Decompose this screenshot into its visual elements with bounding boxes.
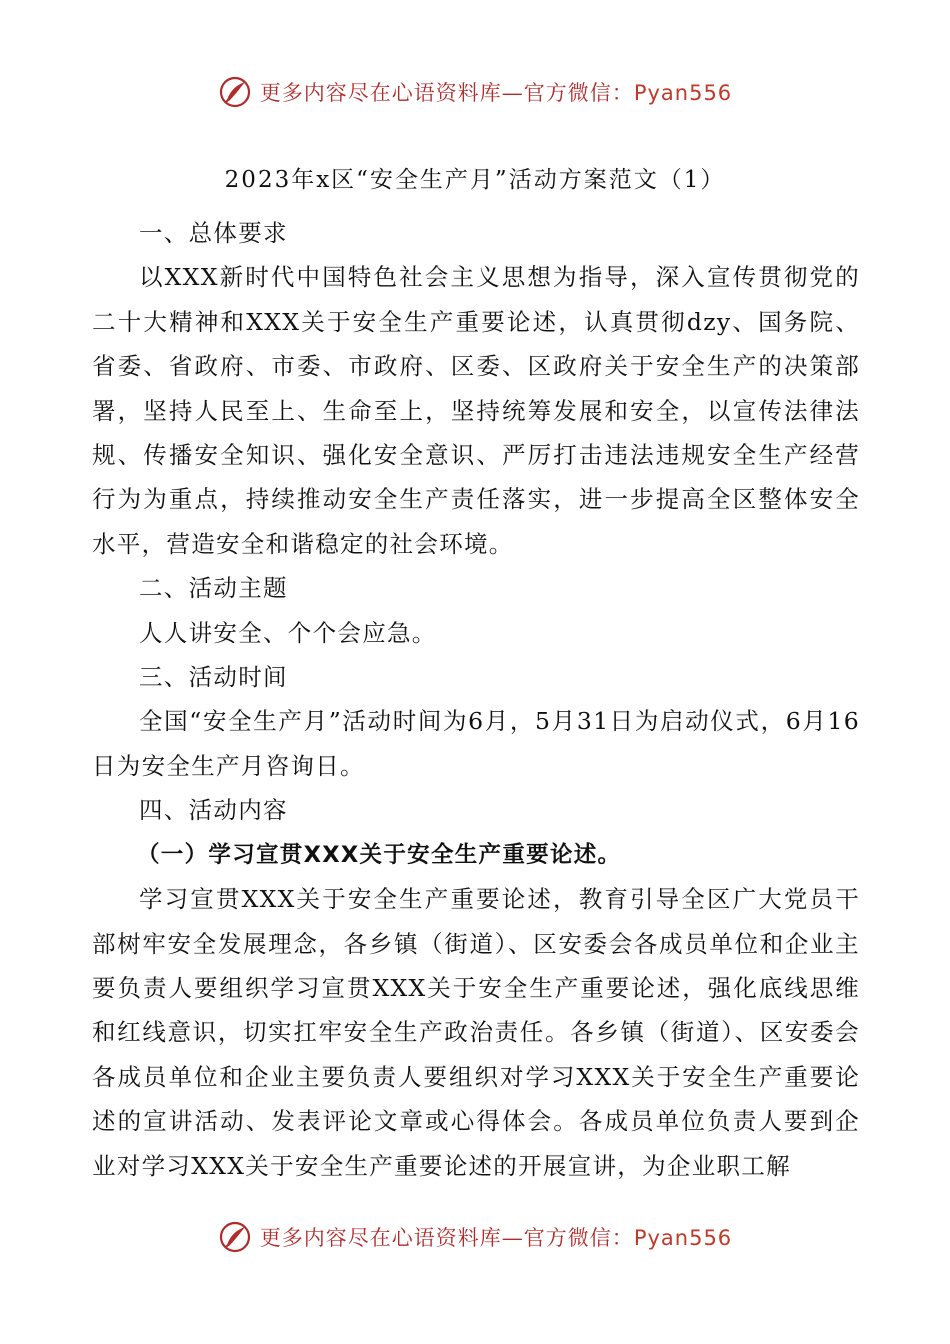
body-paragraph: 全国“安全生产月”活动时间为6月，5月31日为启动仪式，6月16日为安全生产月咨询日。: [92, 707, 860, 780]
section-heading-content: 四、活动内容: [139, 796, 288, 825]
section-heading-time: 三、活动时间: [139, 663, 288, 692]
header-watermark: [0, 72, 950, 112]
watermark-text: 更多内容尽在心语资料库—官方微信：Pyan556: [259, 1226, 733, 1250]
quill-logo-icon: [218, 1220, 252, 1254]
body-paragraph: 以XXX新时代中国特色社会主义思想为指导，深入宣传贯彻党的二十大精神和XXX关于安全生产重要论述，认真贯彻dzy、国务院、省委、省政府、市委、市政府、区委、区政府关于安全生产的决策部署，坚持人民至上、生命至上，坚持统筹发展和安全，以宣传法律法规、传播安全知识、强化安全意识、严厉打击违法违规安全生产经营行为为重点，持续推动安全生产责任落实，进一步提高全区整体安全水平，营造安全和谐稳定的社会环境。: [92, 263, 860, 558]
watermark-wechat-id: Pyan556: [633, 81, 733, 105]
watermark-wechat-id: Pyan556: [633, 1226, 733, 1250]
document-body: [92, 211, 860, 1188]
watermark-text: 更多内容尽在心语资料库—官方微信：Pyan556: [259, 81, 733, 105]
section-heading-overall-requirements: 一、总体要求: [139, 219, 288, 247]
quill-logo-icon: [218, 75, 252, 109]
subsection-heading: （一）学习宣贯XXX关于安全生产重要论述。: [137, 841, 622, 868]
document-title: 2023年x区“安全生产月”活动方案范文（1）: [224, 167, 726, 193]
footer-watermark: [0, 1217, 950, 1257]
body-paragraph: 学习宣贯XXX关于安全生产重要论述，教育引导全区广大党员干部树牢安全发展理念，各乡镇（街道）、区安委会各成员单位和企业主要负责人要组织学习宣贯XXX关于安全生产重要论述，强化底线思维和红线意识，切实扛牢安全生产政治责任。各乡镇（街道）、区安委会各成员单位和企业主要负责人要组织对学习XXX关于安全生产重要论述的宣讲活动、发表评论文章或心得体会。各成员单位负责人要到企业对学习XXX关于安全生产重要论述的开展宣讲，为企业职工解: [92, 885, 860, 1180]
section-heading-theme: 二、活动主题: [139, 574, 288, 603]
body-paragraph: 人人讲安全、个个会应急。: [139, 618, 437, 647]
